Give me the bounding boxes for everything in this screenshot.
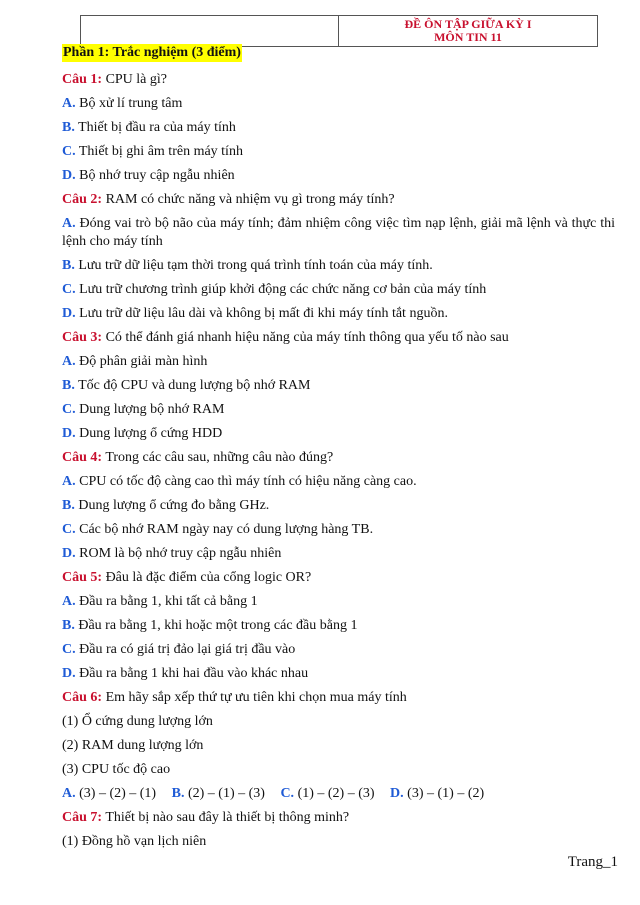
option-text: ROM là bộ nhớ truy cập ngẫu nhiên xyxy=(79,546,282,561)
list-item: (3) CPU tốc độ cao xyxy=(62,762,171,777)
question-label: Câu 6: xyxy=(62,690,103,705)
question-text: Em hãy sắp xếp thứ tự ưu tiên khi chọn mua máy tính xyxy=(105,690,407,705)
option-text: Lưu trữ dữ liệu lâu dài và không bị mất đi khi máy tính tắt nguồn. xyxy=(79,306,448,321)
option xyxy=(62,425,615,449)
question-2 xyxy=(62,191,615,215)
option-letter: B. xyxy=(171,786,185,801)
option-text: Đầu ra có giá trị đảo lại giá trị đầu vào xyxy=(79,642,296,657)
option-letter: C. xyxy=(62,642,76,657)
page-number: Trang_1 xyxy=(567,854,618,870)
question-3 xyxy=(62,329,615,353)
option xyxy=(62,617,615,641)
header-left-cell xyxy=(81,16,339,46)
option-text: Tốc độ CPU và dung lượng bộ nhớ RAM xyxy=(78,378,311,393)
subject-title: MÔN TIN 11 xyxy=(434,30,502,44)
question-text: CPU là gì? xyxy=(105,72,168,87)
option-letter: D. xyxy=(62,426,76,441)
option-text: Dung lượng bộ nhớ RAM xyxy=(79,402,225,417)
option-letter: C. xyxy=(62,402,76,417)
option xyxy=(62,167,615,191)
option-letter: A. xyxy=(62,594,76,609)
option-letter: C. xyxy=(62,282,76,297)
option-letter: D. xyxy=(62,306,76,321)
option-letter: A. xyxy=(62,216,76,231)
option-text: Bộ nhớ truy cập ngẫu nhiên xyxy=(79,168,235,183)
option-text: Bộ xử lí trung tâm xyxy=(79,96,183,111)
option xyxy=(62,521,615,545)
option xyxy=(62,497,615,521)
option xyxy=(62,593,615,617)
option xyxy=(172,786,265,801)
question-text: Đâu là đặc điểm của cổng logic OR? xyxy=(105,570,312,585)
option-text: (2) – (1) – (3) xyxy=(187,786,265,801)
option xyxy=(390,786,484,801)
option-text: Đầu ra bằng 1, khi hoặc một trong các đầu bằng 1 xyxy=(78,618,358,633)
question-label: Câu 5: xyxy=(62,570,103,585)
option-text: Dung lượng ổ cứng HDD xyxy=(79,426,223,441)
question-label: Câu 4: xyxy=(62,450,103,465)
option-letter: A. xyxy=(62,474,76,489)
option xyxy=(62,215,615,257)
option-letter: D. xyxy=(62,546,76,561)
option-text: (3) – (1) – (2) xyxy=(407,786,485,801)
question-7 xyxy=(62,809,615,833)
inline-options xyxy=(62,785,615,809)
question-label: Câu 2: xyxy=(62,192,103,207)
option xyxy=(62,143,615,167)
option xyxy=(62,786,156,801)
option-text: Đầu ra bằng 1 khi hai đầu vào khác nhau xyxy=(79,666,309,681)
option xyxy=(62,377,615,401)
option-text: Lưu trữ chương trình giúp khởi động các chức năng cơ bản của máy tính xyxy=(79,282,487,297)
question-text: Trong các câu sau, những câu nào đúng? xyxy=(105,450,334,465)
question-text: Thiết bị nào sau đây là thiết bị thông minh? xyxy=(105,810,350,825)
option xyxy=(62,473,615,497)
option xyxy=(62,401,615,425)
option-letter: B. xyxy=(62,258,75,273)
exam-title: ĐỀ ÔN TẬP GIỮA KỲ I xyxy=(404,17,532,31)
option-text: (3) – (2) – (1) xyxy=(79,786,157,801)
option-text: Đóng vai trò bộ não của máy tính; đảm nhiệm công việc tìm nạp lệnh, giải mã lệnh và thực thi lệnh cho máy tính xyxy=(62,216,616,249)
option-letter: B. xyxy=(62,120,75,135)
question-label: Câu 7: xyxy=(62,810,103,825)
option-text: CPU có tốc độ càng cao thì máy tính có hiệu năng càng cao. xyxy=(79,474,417,489)
question-4 xyxy=(62,449,615,473)
option-letter: B. xyxy=(62,618,75,633)
option-letter: D. xyxy=(390,786,404,801)
option-letter: D. xyxy=(62,666,76,681)
option xyxy=(280,786,374,801)
option xyxy=(62,545,615,569)
option-text: Thiết bị đầu ra của máy tính xyxy=(78,120,236,135)
section-title: Phần 1: Trắc nghiệm (3 điểm) xyxy=(63,45,241,60)
option xyxy=(62,257,615,281)
option xyxy=(62,665,615,689)
option-text: Thiết bị ghi âm trên máy tính xyxy=(78,144,243,159)
option xyxy=(62,641,615,665)
option-letter: C. xyxy=(280,786,295,801)
option-letter: A. xyxy=(62,354,76,369)
option-text: Lưu trữ dữ liệu tạm thời trong quá trình tính toán của máy tính. xyxy=(78,258,433,273)
option-text: Độ phân giải màn hình xyxy=(79,354,208,369)
question-1 xyxy=(62,71,615,95)
option xyxy=(62,281,615,305)
option-letter: B. xyxy=(62,498,75,513)
option-letter: A. xyxy=(62,96,76,111)
question-text: RAM có chức năng và nhiệm vụ gì trong máy tính? xyxy=(105,192,395,207)
question-label: Câu 1: xyxy=(62,72,103,87)
list-item: (1) Đồng hồ vạn lịch niên xyxy=(62,834,207,849)
option-letter: C. xyxy=(62,144,76,159)
option-letter: C. xyxy=(62,522,76,537)
option-text: (1) – (2) – (3) xyxy=(297,786,375,801)
header-right-cell xyxy=(339,16,597,46)
header-table xyxy=(80,15,598,47)
option xyxy=(62,119,615,143)
question-label: Câu 3: xyxy=(62,330,103,345)
option-letter: B. xyxy=(62,378,75,393)
option-text: Các bộ nhớ RAM ngày nay có dung lượng hàng TB. xyxy=(79,522,374,537)
option-letter: D. xyxy=(62,168,76,183)
question-6 xyxy=(62,689,615,713)
option xyxy=(62,353,615,377)
question-list xyxy=(62,71,615,857)
option xyxy=(62,305,615,329)
question-text: Có thể đánh giá nhanh hiệu năng của máy tính thông qua yếu tố nào sau xyxy=(105,330,509,345)
option-letter: A. xyxy=(62,786,76,801)
list-item: (1) Ổ cứng dung lượng lớn xyxy=(62,714,213,729)
option-text: Dung lượng ổ cứng đo bằng GHz. xyxy=(78,498,270,513)
question-5 xyxy=(62,569,615,593)
option xyxy=(62,95,615,119)
list-item: (2) RAM dung lượng lớn xyxy=(62,738,204,753)
option-text: Đầu ra bằng 1, khi tất cả bằng 1 xyxy=(79,594,258,609)
